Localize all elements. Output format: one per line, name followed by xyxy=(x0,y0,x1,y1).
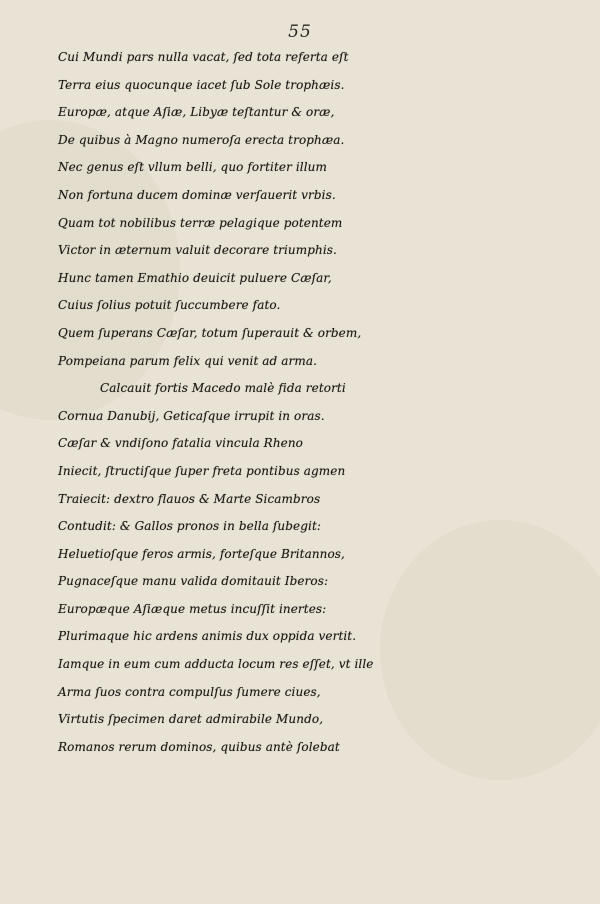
verse-line: Iniecit, ſtructiſque ſuper freta pontibus agmen xyxy=(58,463,346,478)
verse-line: Terra eius quocunque iacet ſub Sole trophæis. xyxy=(58,77,345,92)
verse-line: Iamque in eum cum adducta locum res eſſet, vt ille xyxy=(58,657,374,672)
verse-line: Cornua Danubij, Geticaſque irrupit in oras. xyxy=(58,408,325,423)
verse-line: Europæque Aſiæque metus incuſſit inertes: xyxy=(58,601,327,616)
verse-line: Europæ, atque Aſiæ, Libyæ teſtantur & oræ, xyxy=(58,105,335,120)
verse-line: Pugnaceſque manu valida domitauit Iberos: xyxy=(58,574,329,589)
verse-line: Cui Mundi pars nulla vacat, ſed tota referta eſt xyxy=(58,50,349,64)
verse-line: Quam tot nobilibus terræ pelagique potentem xyxy=(58,215,343,230)
verse-line: De quibus à Magno numeroſa erecta trophæa. xyxy=(58,132,345,147)
verse-line: Quem ſuperans Cæſar, totum ſuperauit & orbem, xyxy=(58,325,362,340)
verse-line: Victor in æternum valuit decorare triumphis. xyxy=(58,243,337,258)
verse-line: Pompeiana parum felix qui venit ad arma. xyxy=(58,353,317,368)
verse-text xyxy=(0,44,600,761)
verse-line: Non fortuna ducem dominæ verſauerit vrbis. xyxy=(58,187,336,202)
verse-line: Traiecit: dextro flauos & Marte Sicambros xyxy=(58,491,321,506)
verse-line: Heluetioſque feros armis, forteſque Britannos, xyxy=(58,546,345,561)
verse-line: Romanos rerum dominos, quibus antè ſolebat xyxy=(58,739,340,754)
verse-line: Contudit: & Gallos pronos in bella ſubegit: xyxy=(58,519,322,534)
verse-line: Arma ſuos contra compulſus ſumere ciues, xyxy=(58,684,321,699)
verse-line: Cuius ſolius potuit ſuccumbere fato. xyxy=(58,298,281,313)
verse-line: Nec genus eſt vllum belli, quo fortiter illum xyxy=(58,160,327,175)
verse-line: Plurimaque hic ardens animis dux oppida vertit. xyxy=(58,629,357,644)
verse-line-indented: Calcauit fortis Macedo malè fida retorti xyxy=(100,381,346,396)
verse-line: Hunc tamen Emathio deuicit puluere Cæſar, xyxy=(58,270,332,285)
page-number: 55 xyxy=(288,22,312,42)
verse-line: Cæſar & vndiſono fatalia vincula Rheno xyxy=(58,436,304,451)
verse-line: Virtutis ſpecimen daret admirabile Mundo, xyxy=(58,712,324,727)
